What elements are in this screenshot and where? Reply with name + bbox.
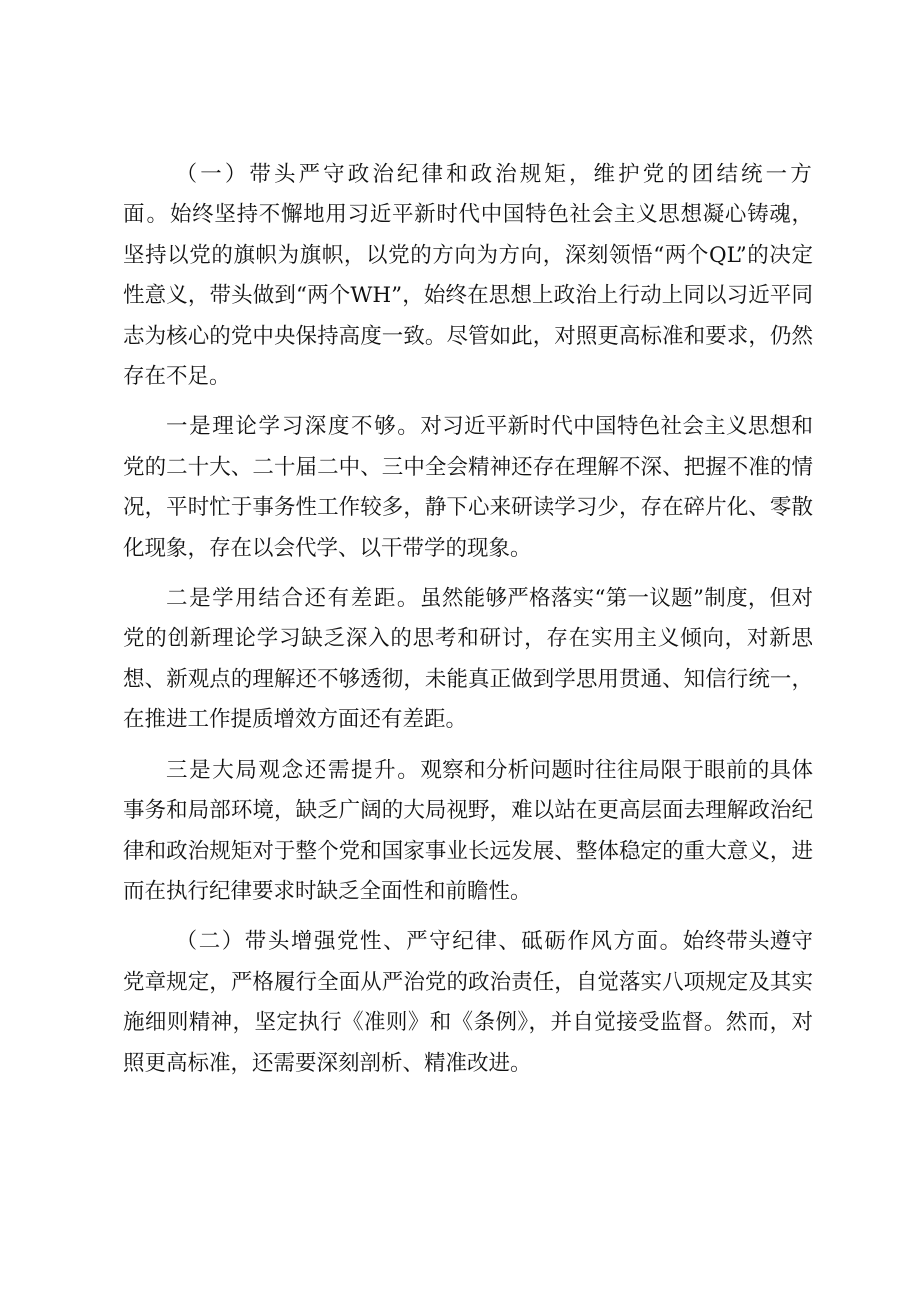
point-1-heading: 一是理论学习深度不够。 — [166, 414, 421, 440]
point-3-heading: 三是大局观念还需提升。 — [166, 757, 421, 783]
section-1-heading: （一）带头严守政治纪律和政治规矩，维护党的团结统一方面。 — [123, 162, 813, 228]
point-2-body: 虽然能够严格落实“第一议题”制度，但对党的创新理论学习缺乏深入的思考和研讨，存在实用主义倾向，对新思想、新观点的理解还不够透彻，未能真正做到学思用贯通、知信行统一，在推进工作提质增效方面还有差距。 — [123, 586, 813, 733]
paragraph-point-1 — [123, 407, 813, 569]
section-2-heading: （二）带头增强党性、严守纪律、砥砺作风方面。 — [175, 929, 683, 955]
section-1-body: 始终坚持不懈地用习近平新时代中国特色社会主义思想凝心铸魂，坚持以党的旗帜为旗帜，以党的方向为方向，深刻领悟“两个QL”的决定性意义，带头做到“两个WH”，始终在思想上政治上行动上同以习近平同志为核心的党中央保持高度一致。尽管如此，对照更高标准和要求，仍然存在不足。 — [123, 202, 813, 390]
paragraph-point-2 — [123, 579, 813, 741]
point-3-body: 观察和分析问题时往往局限于眼前的具体事务和局部环境，缺乏广阔的大局视野，难以站在更高层面去理解政治纪律和政治规矩对于整个党和国家事业长远发展、整体稳定的重大意义，进而在执行纪律要求时缺乏全面性和前瞻性。 — [123, 757, 813, 904]
point-1-body: 对习近平新时代中国特色社会主义思想和党的二十大、二十届二中、三中全会精神还存在理解不深、把握不准的情况，平时忙于事务性工作较多，静下心来研读学习少，存在碎片化、零散化现象，存在以会代学、以干带学的现象。 — [123, 414, 813, 561]
paragraph-section-1 — [123, 155, 813, 397]
paragraph-section-2 — [123, 922, 813, 1084]
point-2-heading: 二是学用结合还有差距。 — [166, 586, 421, 612]
document-body — [123, 155, 813, 1094]
paragraph-point-3 — [123, 751, 813, 913]
section-2-body: 始终带头遵守党章规定，严格履行全面从严治党的政治责任，自觉落实八项规定及其实施细则精神，坚定执行《准则》和《条例》，并自觉接受监督。然而，对照更高标准，还需要深刻剖析、精准改进。 — [123, 929, 813, 1076]
